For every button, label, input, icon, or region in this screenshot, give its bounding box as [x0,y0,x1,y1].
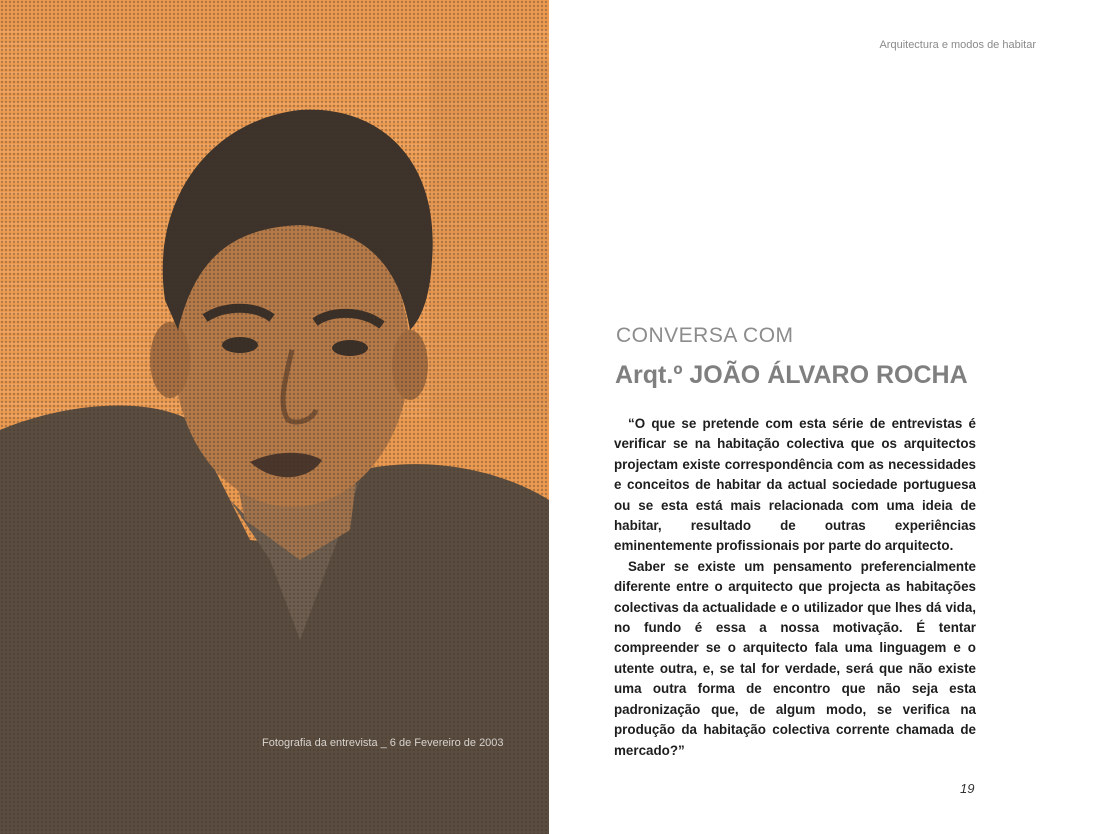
section-kicker: CONVERSA COM [616,324,794,347]
halftone-overlay [0,0,549,834]
intro-paragraph: Saber se existe um pensamento preferencialmente diferente entre o arquitecto que projecta as habitações colectivas da actualidade e o utilizador que lhes dá vida, no fundo é essa a nossa motivação. É tentar compreender se o arquitecto fala uma linguagem e o utente outra, e, se tal for verdade, será que não existe uma outra forma de encontro que não seja esta padronização que, de algum modo, se verifica na produção da habitação colectiva corrente chamada de mercado?” [614,558,976,758]
intro-paragraph: “O que se pretende com esta série de entrevistas é verificar se na habitação colectiva que os arquitectos projectam existe correspondência com as necessidades e conceitos de habitar da actual sociedade portuguesa ou se esta está mais relacionada com uma ideia de habitar, resultado de outras experiências eminentemente profissionais por parte do arquitecto. [614,416,976,554]
photo-caption: Fotografia da entrevista _ 6 de Fevereiro de 2003 [262,737,504,749]
interview-photo [0,0,549,834]
running-head: Arquitectura e modos de habitar [879,39,1036,51]
interview-intro [614,414,976,761]
page-number: 19 [960,781,975,796]
interview-photo-page [0,0,549,834]
interviewee-title: Arqt.º JOÃO ÁLVARO ROCHA [615,361,968,389]
